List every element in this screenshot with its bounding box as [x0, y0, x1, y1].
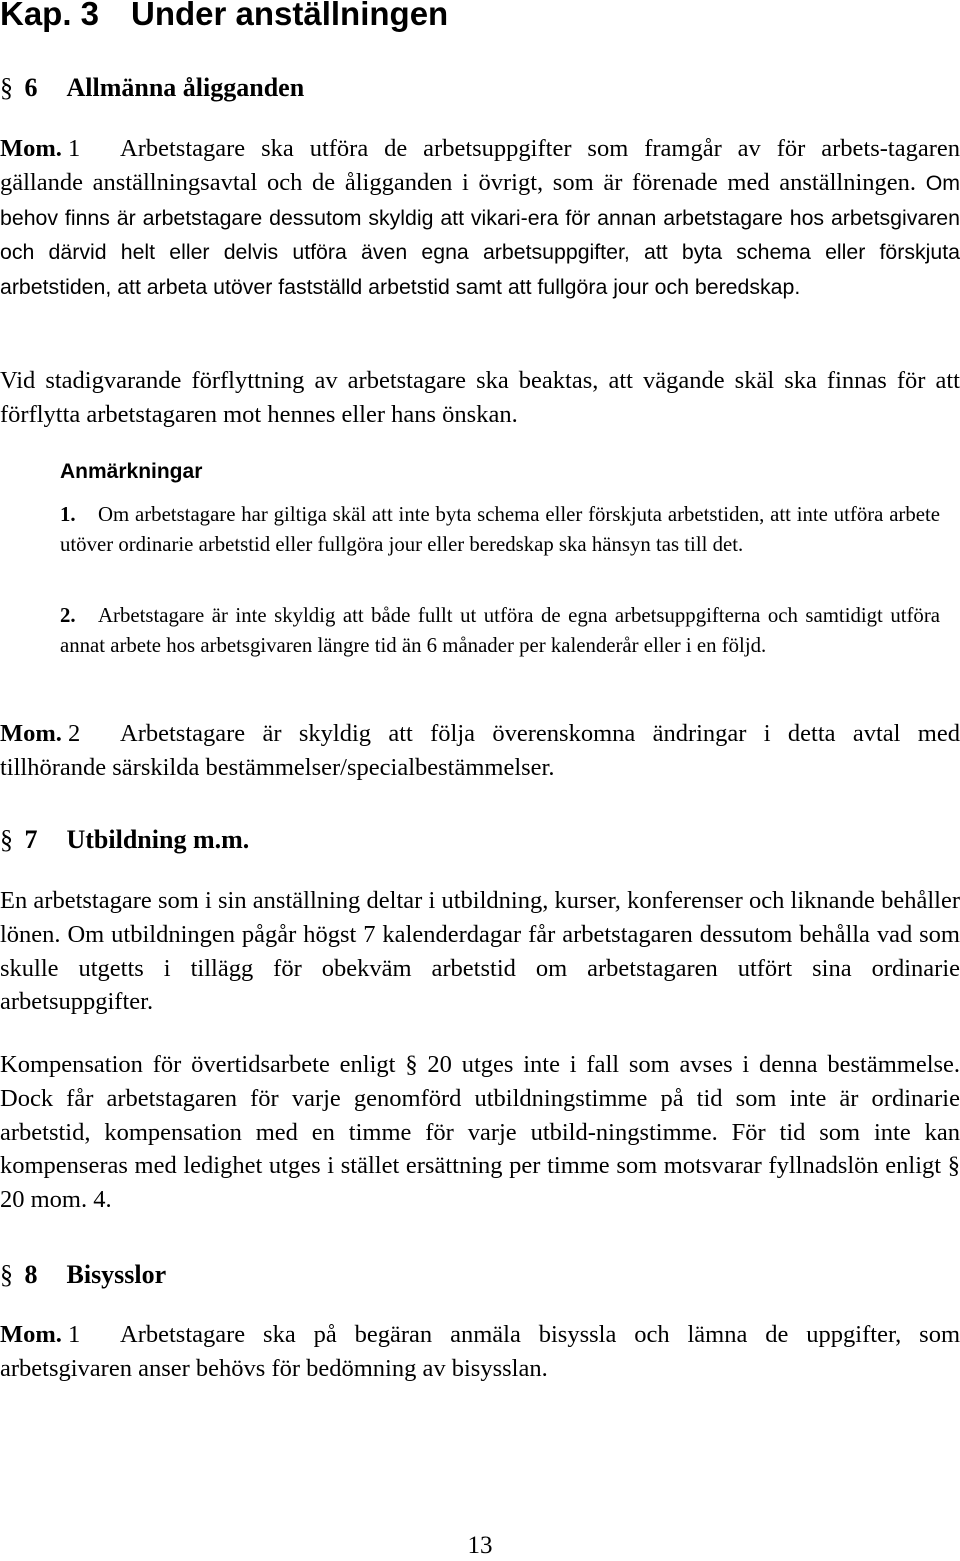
section-title: Bisysslor [66, 1260, 167, 1289]
section-symbol: § [947, 1152, 960, 1180]
paragraph-text: utges inte i fall som avses i denna bestämmelse. Dock får arbetstagaren för varje genomförd utbildningstimme på tid som inte är ordinarie arbetstid, kompensation med en timme för varje utbild-ningstimme. För tid som inte kan kompenseras med ledighet utges i stället ersättning per timme som motsvarar fyllnadslön enligt [0, 1051, 960, 1180]
page-number: 13 [467, 1532, 493, 1559]
remark-text: Om arbetstagare har giltiga skäl att inte byta schema eller förskjuta arbetstiden, att inte utföra arbete utöver ordinarie arbetstid eller fullgöra jour eller beredskap ska hänsyn tas till det. [60, 503, 940, 556]
mom-text-serif: Arbetstagare ska utföra de arbetsuppgifter som framgår av för arbets-tagaren gällande anställningsavtal och de åligganden i övrigt, som är förenade med anställningen. [0, 135, 960, 196]
chapter-title: Under anställningen [131, 0, 449, 32]
section-reference: 20 mom. 4. [0, 1186, 112, 1214]
section-6-heading [0, 71, 304, 105]
mom-label: Mom. 2 [0, 720, 81, 747]
section-6-paragraph-2: Vid stadigvarande förflyttning av arbetstagare ska beaktas, att vägande skäl ska finnas för att förflytta arbetstagaren mot hennes eller hans önskan. [0, 367, 960, 428]
remark-number: 2. [60, 604, 76, 627]
remark-item [60, 500, 940, 560]
mom-text-sans: Om behov finns är arbetstagare dessutom skyldig att vikari-era för annan arbetstagare hos arbetsgivaren och därvid helt eller delvis utföra även egna arbetsuppgifter, att byta schema eller förskjuta arbetstiden, att arbeta utöver fastställd arbetstid samt att fullgöra jour och beredskap. [0, 170, 960, 300]
section-symbol: § [405, 1051, 418, 1078]
mom-label: Mom. 1 [0, 1321, 81, 1348]
remarks-heading: Anmärkningar [60, 460, 203, 483]
section-title: Utbildning m.m. [66, 825, 250, 854]
paragraph-text: Kompensation för övertidsarbete enligt [0, 1051, 396, 1078]
section-symbol: § [0, 825, 13, 854]
section-8-mom-1 [0, 1318, 960, 1386]
section-title: Allmänna åligganden [66, 73, 305, 102]
section-8-heading [0, 1258, 166, 1292]
section-6-mom-1 [0, 132, 960, 305]
section-number: 7 [24, 825, 38, 854]
mom-text: Arbetstagare ska på begäran anmäla bisyssla och lämna de uppgifter, som arbetsgivaren anser behövs för bedömning av bisysslan. [0, 1321, 960, 1382]
mom-label: Mom. 1 [0, 135, 81, 162]
section-number: 6 [24, 73, 38, 102]
section-symbol: § [0, 1260, 13, 1289]
remark-item [60, 601, 940, 661]
remark-text: Arbetstagare är inte skyldig att både fullt ut utföra de egna arbetsuppgifterna och samtidigt utföra annat arbete hos arbetsgivaren längre tid än 6 månader per kalenderår eller i en följd. [60, 604, 940, 657]
remark-number: 1. [60, 503, 76, 526]
chapter-number: Kap. 3 [0, 0, 100, 32]
chapter-heading [0, 0, 448, 36]
section-number: 8 [24, 1260, 38, 1289]
section-7-heading [0, 823, 249, 857]
section-6-mom-2 [0, 717, 960, 785]
section-symbol: § [0, 73, 13, 102]
mom-text: Arbetstagare är skyldig att följa överenskomna ändringar i detta avtal med tillhörande särskilda bestämmelser/specialbestämmelser. [0, 720, 960, 781]
section-7-paragraph-1: En arbetstagare som i sin anställning deltar i utbildning, kurser, konferenser och liknande behåller lönen. Om utbildningen pågår högst 7 kalenderdagar får arbetstagaren dessutom behålla vad som skulle utgetts i tillägg för obekväm arbetstid om arbetstagaren utfört sina ordinarie arbetsuppgifter. [0, 887, 960, 1016]
section-7-paragraph-2 [0, 1048, 960, 1217]
section-reference: 20 [427, 1051, 452, 1078]
